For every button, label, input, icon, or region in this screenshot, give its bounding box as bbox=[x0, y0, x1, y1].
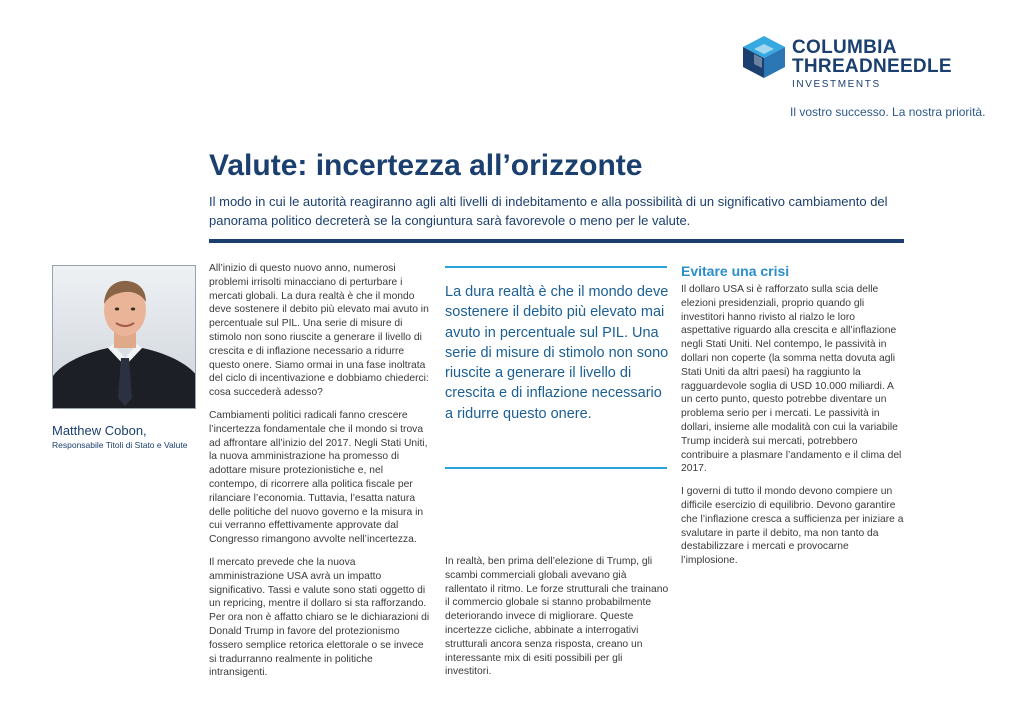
body-paragraph: In realtà, ben prima dell’elezione di Trump, gli scambi commerciali globali avevano già rallentato il ritmo. Le forze strutturali che trainano il commercio globale si stanno probabilmente deteriorando invece di migliorare. Queste incertezze cicliche, abbinate a interrogativi strutturali ancora senza risposta, creano un interessante mix di esiti possibili per gli investitori. bbox=[445, 556, 669, 678]
logo-wordmark-line1: COLUMBIA bbox=[792, 37, 897, 58]
author-portrait bbox=[52, 265, 196, 409]
article-column-3 bbox=[681, 283, 906, 577]
logo-wordmark-line3: INVESTMENTS bbox=[792, 79, 881, 90]
brand-tagline: Il vostro successo. La nostra priorità. bbox=[790, 105, 986, 119]
pullquote-top-rule bbox=[445, 266, 667, 268]
body-paragraph: Il dollaro USA si è rafforzato sulla scia delle elezioni presidenziali, proprio quando gli investitori hanno rivisto al rialzo le loro aspettative riguardo alla crescita e all’inflazione negli Stati Uniti. Nel contempo, le passività in dollari non coperte (la somma netta dovuta agli Stati Uniti da altri paesi) ha raggiunto la ragguardevole soglia di USD 10.000 miliardi. A un certo punto, questo potrebbe diventare un problema serio per i mercati. Le passività in dollari, insieme alle modalità con cui la variabile Trump inciderà sui mercati, potrebbero contribuire a plasmare l’andamento e il clima del 2017. bbox=[681, 284, 902, 475]
author-photo-illustration bbox=[53, 266, 196, 409]
author-name: Matthew Cobon, bbox=[52, 423, 147, 438]
pullquote-bottom-rule bbox=[445, 467, 667, 469]
body-paragraph: All’inizio di questo nuovo anno, numerosi problemi irrisolti minacciano di perturbare i mercati globali. La dura realtà è che il mondo deve sostenere il debito più elevato mai avuto in percentuale sul PIL. Una serie di misure di stimolo non sono riuscite a generare il livello di crescita e di inflazione necessario a ridurre questo onere. Siamo ormai in una fase inoltrata del ciclo di incentivazione e dobbiamo chiederci: cosa succederà adesso? bbox=[209, 263, 429, 399]
body-paragraph: Il mercato prevede che la nuova amministrazione USA avrà un impatto significativo. Tassi e valute sono stati oggetto di un repricing, mentre il dollaro si sta rafforzando. Per ora non è affatto chiaro se le dichiarazioni di Donald Trump in favore del protezionismo fossero semplice retorica elettorale o se invece si tradurranno realmente in politiche intransigenti. bbox=[209, 556, 430, 679]
body-paragraph: I governi di tutto il mondo devono compiere un difficile esercizio di equilibrio. Devono garantire che l’inflazione cresca a sufficienza per iniziare a svalutare in parte il debito, ma non tanto da destabilizzare i mercati e provocarne l’implosione. bbox=[681, 486, 904, 567]
article-column-2 bbox=[445, 555, 670, 688]
article-title: Valute: incertezza all’orizzonte bbox=[209, 149, 643, 182]
section-heading: Evitare una crisi bbox=[681, 263, 790, 279]
title-divider bbox=[209, 239, 904, 243]
article-subtitle: Il modo in cui le autorità reagiranno agli alti livelli di indebitamento e alla possibilità di un significativo cambiamento del panorama politico decreterà se la congiuntura sarà favorevole o meno per le valute. bbox=[209, 194, 888, 228]
pull-quote: La dura realtà è che il mondo deve sostenere il debito più elevato mai avuto in percentuale sul PIL. Una serie di misure di stimolo non sono riuscite a generare il livello di crescita e di inflazione necessario a ridurre questo onere. bbox=[445, 284, 669, 422]
cube-logo-icon bbox=[741, 34, 787, 80]
body-paragraph: Cambiamenti politici radicali fanno crescere l’incertezza fondamentale che il mondo si trova ad affrontare all’inizio del 2017. Negli Stati Uniti, la nuova amministrazione ha promesso di adottare misure protezionistiche e, nel contempo, di ricorrere alla politica fiscale per rilanciare l’economia. Tuttavia, l’esatta natura delle politiche del nuovo governo e la misura in cui verranno effettivamente approvate dal Congresso rimangono avvolte nell’incertezza. bbox=[209, 409, 428, 546]
logo-wordmark-line2: THREADNEEDLE bbox=[792, 56, 952, 77]
author-role: Responsabile Titoli di Stato e Valute bbox=[52, 440, 188, 450]
article-column-1 bbox=[209, 262, 431, 689]
